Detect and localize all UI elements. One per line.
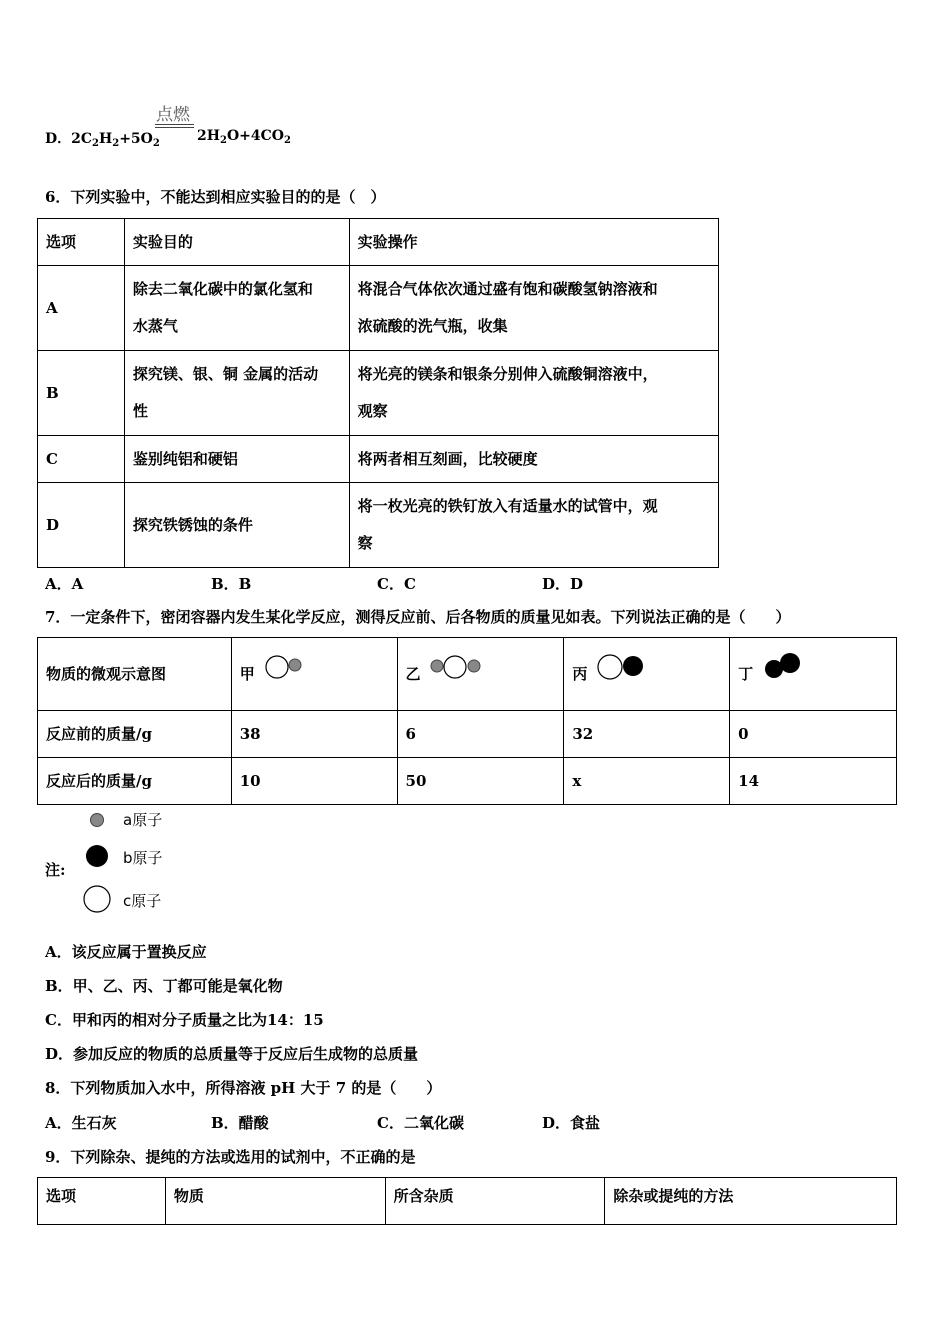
mass-cell: 0 <box>730 711 897 758</box>
q8-stem: 8．下列物质加入水中，所得溶液 pH 大于 7 的是（ ） <box>45 1079 442 1097</box>
table-row <box>38 351 719 436</box>
equation-line <box>155 127 194 128</box>
molecule-jia-icon <box>264 654 306 680</box>
header-cell: 实验目的 <box>124 219 349 266</box>
row-header: 物质的微观示意图 <box>38 638 232 711</box>
substance-label: 乙 <box>405 665 421 683</box>
operation-cell: 将光亮的镁条和银条分别伸入硫酸铜溶液中， 观察 <box>349 351 718 436</box>
option-cell: C <box>38 436 125 483</box>
header-cell: 除杂或提纯的方法 <box>605 1178 897 1225</box>
mass-cell: 50 <box>397 758 564 805</box>
option-cell: B <box>38 351 125 436</box>
q7-option-d: D．参加反应的物质的总质量等于反应后生成物的总质量 <box>45 1045 419 1063</box>
operation-cell: 将两者相互刻画，比较硬度 <box>349 436 718 483</box>
mass-cell: 32 <box>564 711 730 758</box>
goal-cell: 探究镁、银、铜 金属的活动 性 <box>124 351 349 436</box>
q7-option-c: C．甲和丙的相对分子质量之比为14：15 <box>45 1011 324 1029</box>
q7-option-a: A．该反应属于置换反应 <box>45 943 207 961</box>
row-header: 反应后的质量/g <box>38 758 232 805</box>
table-header-row <box>38 219 719 266</box>
header-cell: 选项 <box>38 1178 166 1225</box>
table-row <box>38 758 897 805</box>
table-row <box>38 266 719 351</box>
q7-table <box>37 637 897 805</box>
c-atom-icon <box>82 884 112 914</box>
legend-a: a原子 <box>123 811 163 829</box>
mass-cell: 38 <box>231 711 397 758</box>
q7-option-b: B．甲、乙、丙、丁都可能是氧化物 <box>45 977 283 995</box>
substance-label: 丁 <box>738 665 754 683</box>
q9-stem: 9．下列除杂、提纯的方法或选用的试剂中，不正确的是 <box>45 1148 416 1166</box>
substance-cell <box>397 638 564 711</box>
note-label: 注: <box>45 861 66 879</box>
operation-cell: 将一枚光亮的铁钉放入有适量水的试管中，观 察 <box>349 483 718 568</box>
molecule-ding-icon <box>762 652 804 682</box>
header-cell: 物质 <box>165 1178 385 1225</box>
header-cell: 选项 <box>38 219 125 266</box>
molecule-yi-icon <box>430 654 482 680</box>
option-cell: A <box>38 266 125 351</box>
header-cell: 所含杂质 <box>385 1178 605 1225</box>
goal-cell: 鉴别纯铝和硬铝 <box>124 436 349 483</box>
equation-line <box>155 124 194 125</box>
q8-option-b: B．醋酸 <box>211 1114 269 1132</box>
row-header: 反应前的质量/g <box>38 711 232 758</box>
legend-c: c原子 <box>123 892 162 910</box>
q8-option-d: D．食盐 <box>542 1114 601 1132</box>
q8-option-a: A．生石灰 <box>45 1114 117 1132</box>
b-atom-icon <box>84 843 110 869</box>
option-cell: D <box>38 483 125 568</box>
mass-cell: x <box>564 758 730 805</box>
q9-table <box>37 1177 897 1225</box>
q5-option-d-products: $2H_2O+4CO_2$ <box>197 128 291 146</box>
substance-cell <box>564 638 730 711</box>
q7-stem: 7．一定条件下，密闭容器内发生某化学反应，测得反应前、后各物质的质量见如表。下列说法正确的是（ ） <box>45 608 791 626</box>
table-row <box>38 711 897 758</box>
mass-cell: 6 <box>397 711 564 758</box>
goal-cell: 除去二氧化碳中的氯化氢和 水蒸气 <box>124 266 349 351</box>
legend-b: b原子 <box>123 849 163 867</box>
q6-option-b: B．B <box>211 575 252 593</box>
substance-cell <box>231 638 397 711</box>
q6-option-c: C．C <box>377 575 416 593</box>
a-atom-icon <box>88 811 106 829</box>
table-header-row <box>38 1178 897 1225</box>
q6-option-a: A．A <box>45 575 84 593</box>
q8-option-c: C．二氧化碳 <box>377 1114 464 1132</box>
q6-table <box>37 218 719 568</box>
table-header-row <box>38 638 897 711</box>
q5-option-d: D．$2C_2H_2+5O_2$ <box>45 131 160 149</box>
operation-cell: 将混合气体依次通过盛有饱和碳酸氢钠溶液和 浓硫酸的洗气瓶，收集 <box>349 266 718 351</box>
goal-cell: 探究铁锈蚀的条件 <box>124 483 349 568</box>
substance-label: 丙 <box>572 665 588 683</box>
substance-cell <box>730 638 897 711</box>
header-cell: 实验操作 <box>349 219 718 266</box>
q6-stem: 6．下列实验中，不能达到相应实验目的的是（ ） <box>45 188 386 206</box>
mass-cell: 10 <box>231 758 397 805</box>
table-row <box>38 483 719 568</box>
mass-cell: 14 <box>730 758 897 805</box>
table-row <box>38 436 719 483</box>
molecule-bing-icon <box>597 653 647 681</box>
q6-option-d: D．D <box>542 575 584 593</box>
substance-label: 甲 <box>239 665 255 683</box>
reaction-condition: 点燃 <box>156 105 190 125</box>
